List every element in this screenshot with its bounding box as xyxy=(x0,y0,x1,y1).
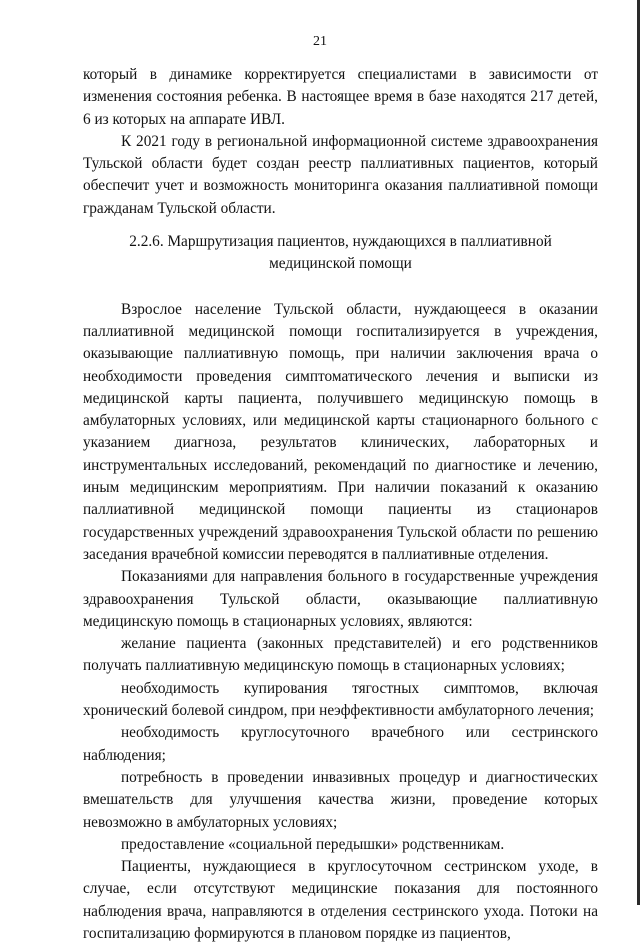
list-item-patient-wish: желание пациента (законных представителей) и его родственников получать паллиативную медицинскую помощь в стационарных условиях; xyxy=(83,635,598,675)
paragraph-continuation: который в динамике корректируется специалистами в зависимости от изменения состояния ребенка. В настоящее время в базе находятся 217 детей, 6 из которых на аппарате ИВЛ. xyxy=(83,66,598,128)
section-heading xyxy=(83,231,598,276)
list-item-round-the-clock-observation: необходимость круглосуточного врачебного или сестринского наблюдения; xyxy=(83,724,598,764)
section-heading-line2: медицинской помощи xyxy=(269,255,412,273)
paragraph-indications-intro: Показаниями для направления больного в государственные учреждения здравоохранения Тульской области, оказывающие паллиативную медицинскую помощь в стационарных условиях, являются: xyxy=(83,568,598,630)
section-heading-line1: 2.2.6. Маршрутизация пациентов, нуждающихся в паллиативной xyxy=(129,233,552,251)
list-item-symptom-relief: необходимость купирования тягостных симптомов, включая хронический болевой синдром, при неэффективности амбулаторного лечения; xyxy=(83,679,598,720)
document-body xyxy=(83,64,598,945)
paragraph-adult-population: Взрослое население Тульской области, нуждающееся в оказании паллиативной медицинской помощи госпитализируется в учреждения, оказывающие паллиативную помощь, при наличии заключения врача о необходимости проведения симптоматического лечения и выписки из медицинской карты пациента, получившего медицинскую помощь в амбулаторных условиях, или медицинской карты стационарного больного с указанием диагноза, результатов клинических, лабораторных и инструментальных исследований, рекомендаций по диагностике и лечению, иным медицинским мероприятиям. При наличии показаний к оказанию паллиативной медицинской помощи пациенты из стационаров государственных учреждений здравоохранения Тульской области по решению заседания врачебной комиссии переводятся в паллиативные отделения. xyxy=(83,300,598,563)
paragraph-registry: К 2021 году в региональной информационной системе здравоохранения Тульской области будет создан реестр паллиативных пациентов, который обеспечит учет и возможность мониторинга оказания паллиативной помощи гражданам Тульской области. xyxy=(83,132,598,217)
list-item-invasive-procedures: потребность в проведении инвазивных процедур и диагностических вмешательств для улучшения качества жизни, проведение которых невозможно в амбулаторных условиях; xyxy=(83,768,598,831)
page-number: 21 xyxy=(313,34,327,49)
list-item-social-respite: предоставление «социальной передышки» родственникам. xyxy=(121,835,505,853)
paragraph-nursing-care: Пациенты, нуждающиеся в круглосуточном сестринском уходе, в случае, если отсутствуют медицинские показания для постоянного наблюдения врача, направляются в отделения сестринского ухода. Потоки на госпитализацию формируются в плановом порядке из пациентов, xyxy=(83,858,598,942)
